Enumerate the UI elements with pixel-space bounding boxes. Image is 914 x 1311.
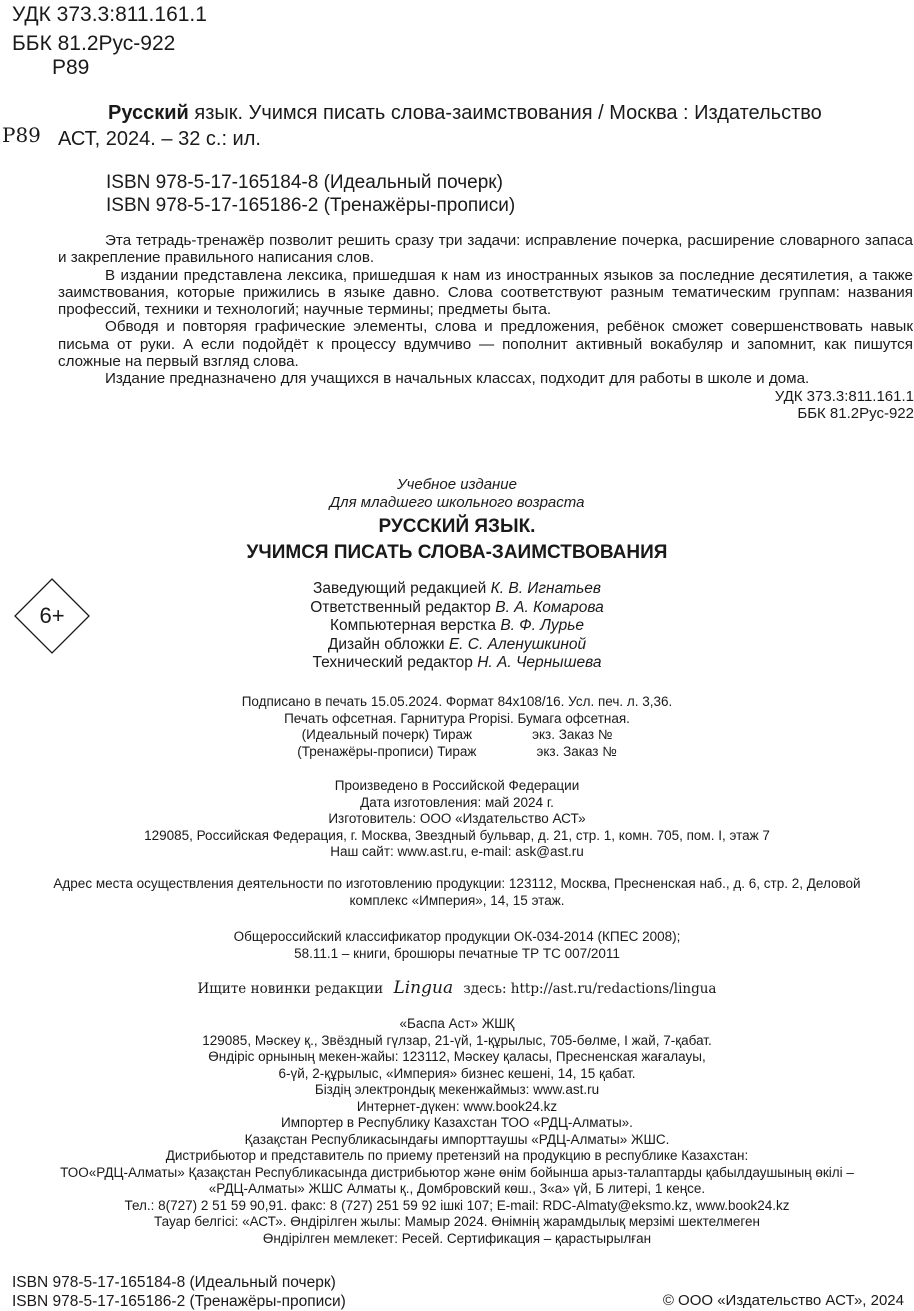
staff-name: В. Ф. Лурье [500, 617, 584, 634]
age-rating-label: 6+ [39, 603, 65, 628]
udk-code: УДК 373.3:811.161.1 [12, 3, 207, 26]
biblio-publication: АСТ, 2024. – 32 с.: ил. [58, 128, 261, 150]
kz-line: Интернет-дүкен: www.book24.kz [356, 1098, 558, 1114]
kz-line: «РДЦ-Алматы» ЖШС Алматы қ., Домбровский көш., 3«а» үй, Б литері, 1 кеңсе. [208, 1181, 706, 1196]
address-line: Адрес места осуществления деятельности по изготовлению продукции: 123112, Москва, Пресненская наб., д. 6, стр. 2, Деловой [53, 876, 861, 891]
editorial-staff [0, 580, 914, 673]
kz-line: ТОО«РДЦ-Алматы» Қазақстан Республикасында дистрибьютор және өнім бойынша арыз-талаптарды қабылдаушының өкілі – [60, 1164, 854, 1180]
staff-name: К. В. Игнатьев [490, 580, 601, 597]
lingua-text-before: Ищите новинки редакции [197, 981, 384, 997]
title-line: РУССКИЙ ЯЗЫК. [378, 516, 536, 537]
manufacturer-line: Изготовитель: ООО «Издательство АСТ» [328, 811, 586, 826]
print-run-label: (Тренажёры-прописи) Тираж [297, 743, 477, 759]
abstract-paragraph: Эта тетрадь-тренажёр позволит решить сразу три задачи: исправление почерка, расширение словарного запаса и закрепление правильного написания слов. [58, 232, 913, 267]
edition-type: Учебное издание [397, 476, 517, 493]
staff-name: Н. А. Чернышева [477, 654, 602, 671]
print-line: Подписано в печать 15.05.2024. Формат 84x108/16. Усл. печ. л. 3,36. [241, 694, 673, 709]
staff-role: Компьютерная верстка [330, 617, 501, 634]
lingua-logo: Lingua [393, 978, 454, 998]
staff-line [0, 599, 914, 618]
copyright: © ООО «Издательство АСТ», 2024 [662, 1292, 904, 1309]
isbn-list-top [106, 171, 515, 217]
lingua-promo [0, 978, 914, 998]
bbk-code: ББК 81.2Рус-922 [797, 405, 914, 422]
classification-block [12, 0, 207, 58]
staff-role: Заведующий редакцией [313, 580, 491, 597]
isbn-line: ISBN 978-5-17-165186-2 (Тренажёры-прописи) [106, 195, 516, 216]
classification-right [614, 388, 914, 422]
kz-line: Тауар белгісі: «АСТ». Өндірілген жылы: Мамыр 2024. Өнімнің жарамдылық мерзімі шектелмеген [154, 1214, 760, 1229]
manufacturer-line: 129085, Российская Федерация, г. Москва, Звездный бульвар, д. 21, стр. 1, комн. 705, пом. I, этаж 7 [144, 827, 770, 843]
staff-role: Технический редактор [312, 654, 478, 671]
biblio-title-rest: язык. Учимся писать слова-заимствования / Москва : Издательство [188, 102, 822, 124]
abstract-paragraph: Издание предназначено для учащихся в начальных классах, подходит для работы в школе и дома. [105, 370, 810, 388]
staff-name: Е. С. Аленушкиной [448, 635, 587, 653]
manufacturer-line: Наш сайт: www.ast.ru, e-mail: ask@ast.ru [330, 844, 584, 859]
bibliographic-description [58, 100, 914, 152]
abstract-paragraph: Обводя и повторяя графические элементы, слова и предложения, ребёнок сможет совершенствовать навык письма от руки. А если подойдёт к процессу вдумчиво — пополнит активный вокабуляр и запомнит, как пишутся сложные на первый взгляд слова. [58, 318, 913, 371]
edition-type-block [0, 476, 914, 512]
print-run-label: (Идеальный почерк) Тираж [301, 727, 473, 742]
print-line [0, 744, 914, 761]
staff-name: В. А. Комарова [495, 598, 604, 616]
biblio-title-bold: Русский [108, 102, 189, 124]
book-title [0, 514, 914, 566]
print-info [0, 694, 914, 760]
address-line: комплекс «Империя», 14, 15 этаж. [349, 892, 565, 908]
kz-line: «Баспа Аст» ЖШҚ [399, 1016, 515, 1031]
order-label: экз. Заказ № [536, 743, 617, 759]
classifier-line: Общероссийский классификатор продукции ОК-034-2014 (КПЕС 2008); [233, 929, 681, 944]
kz-line: Біздің электрондық мекенжаймыз: www.ast.ru [314, 1082, 600, 1097]
isbn-line: ISBN 978-5-17-165184-8 (Идеальный почерк) [12, 1274, 336, 1291]
udk-code: УДК 373.3:811.161.1 [774, 388, 914, 405]
manufacturer-line: Произведено в Российской Федерации [334, 778, 580, 793]
kz-line: 129085, Мәскеу қ., Звёздный гүлзар, 21-үй, 1-құрылыс, 705-бөлме, I жай, 7-қабат. [202, 1032, 712, 1048]
age-group: Для младшего школьного возраста [329, 494, 585, 511]
production-address [0, 876, 914, 909]
title-line: УЧИМСЯ ПИСАТЬ СЛОВА-ЗАИМСТВОВАНИЯ [246, 542, 668, 563]
staff-line [0, 617, 914, 636]
order-label: экз. Заказ № [532, 727, 613, 742]
isbn-line: ISBN 978-5-17-165186-2 (Тренажёры-прописи) [12, 1293, 346, 1310]
abstract [58, 232, 913, 388]
classifier-line: 58.11.1 – книги, брошюры печатные ТР ТС 007/2011 [294, 945, 620, 961]
kz-line: Дистрибьютор и представитель по приему претензий на продукцию в республике Казахстан: [165, 1148, 749, 1163]
staff-role: Ответственный редактор [310, 598, 496, 616]
manufacturer-line: Дата изготовления: май 2024 г. [360, 794, 554, 810]
print-line: Печать офсетная. Гарнитура Propisi. Бумага офсетная. [284, 710, 630, 726]
kz-line: Импортер в Республику Казахстан ТОО «РДЦ-Алматы». [281, 1115, 633, 1130]
kz-line: Қазақстан Республикасындағы импорттаушы «РДЦ-Алматы» ЖШС. [244, 1131, 670, 1147]
kz-line: 6-үй, 2-құрылыс, «Империя» бизнес кешені, 14, 15 қабат. [278, 1065, 636, 1081]
kz-line: Тел.: 8(727) 2 51 59 90,91. факс: 8 (727) 251 59 92 ішкі 107; E-mail: RDC-Almaty@eksmo.kz, www.book24.kz [124, 1197, 790, 1213]
author-cipher-margin: Р89 [2, 123, 41, 147]
kazakhstan-info [0, 1016, 914, 1247]
abstract-paragraph: В издании представлена лексика, пришедшая к нам из иностранных языков за последние десятилетия, а также заимствования, которые прижились в языке давно. Слова соответствуют разным тематическим группам: названия профессий, техники и технологий; научные термины; предметы быта. [58, 266, 913, 319]
print-line [0, 727, 914, 744]
author-cipher: Р89 [52, 56, 90, 79]
staff-line [0, 636, 914, 655]
isbn-list-bottom [12, 1273, 346, 1311]
bbk-code: ББК 81.2Рус-922 [12, 32, 176, 55]
manufacturer-info [0, 778, 914, 861]
staff-role: Дизайн обложки [327, 635, 449, 653]
staff-line [0, 654, 914, 673]
isbn-line: ISBN 978-5-17-165184-8 (Идеальный почерк) [106, 172, 503, 193]
lingua-text-after: здесь: http://ast.ru/redactions/lingua [463, 981, 717, 997]
kz-line: Өндіріс орнының мекен-жайы: 123112, Мәскеу қаласы, Пресненская жағалауы, [208, 1049, 706, 1064]
product-classifier [0, 929, 914, 962]
staff-line [0, 580, 914, 599]
kz-line: Өндірілген мемлекет: Ресей. Сертификация – қарастырылған [262, 1230, 652, 1246]
